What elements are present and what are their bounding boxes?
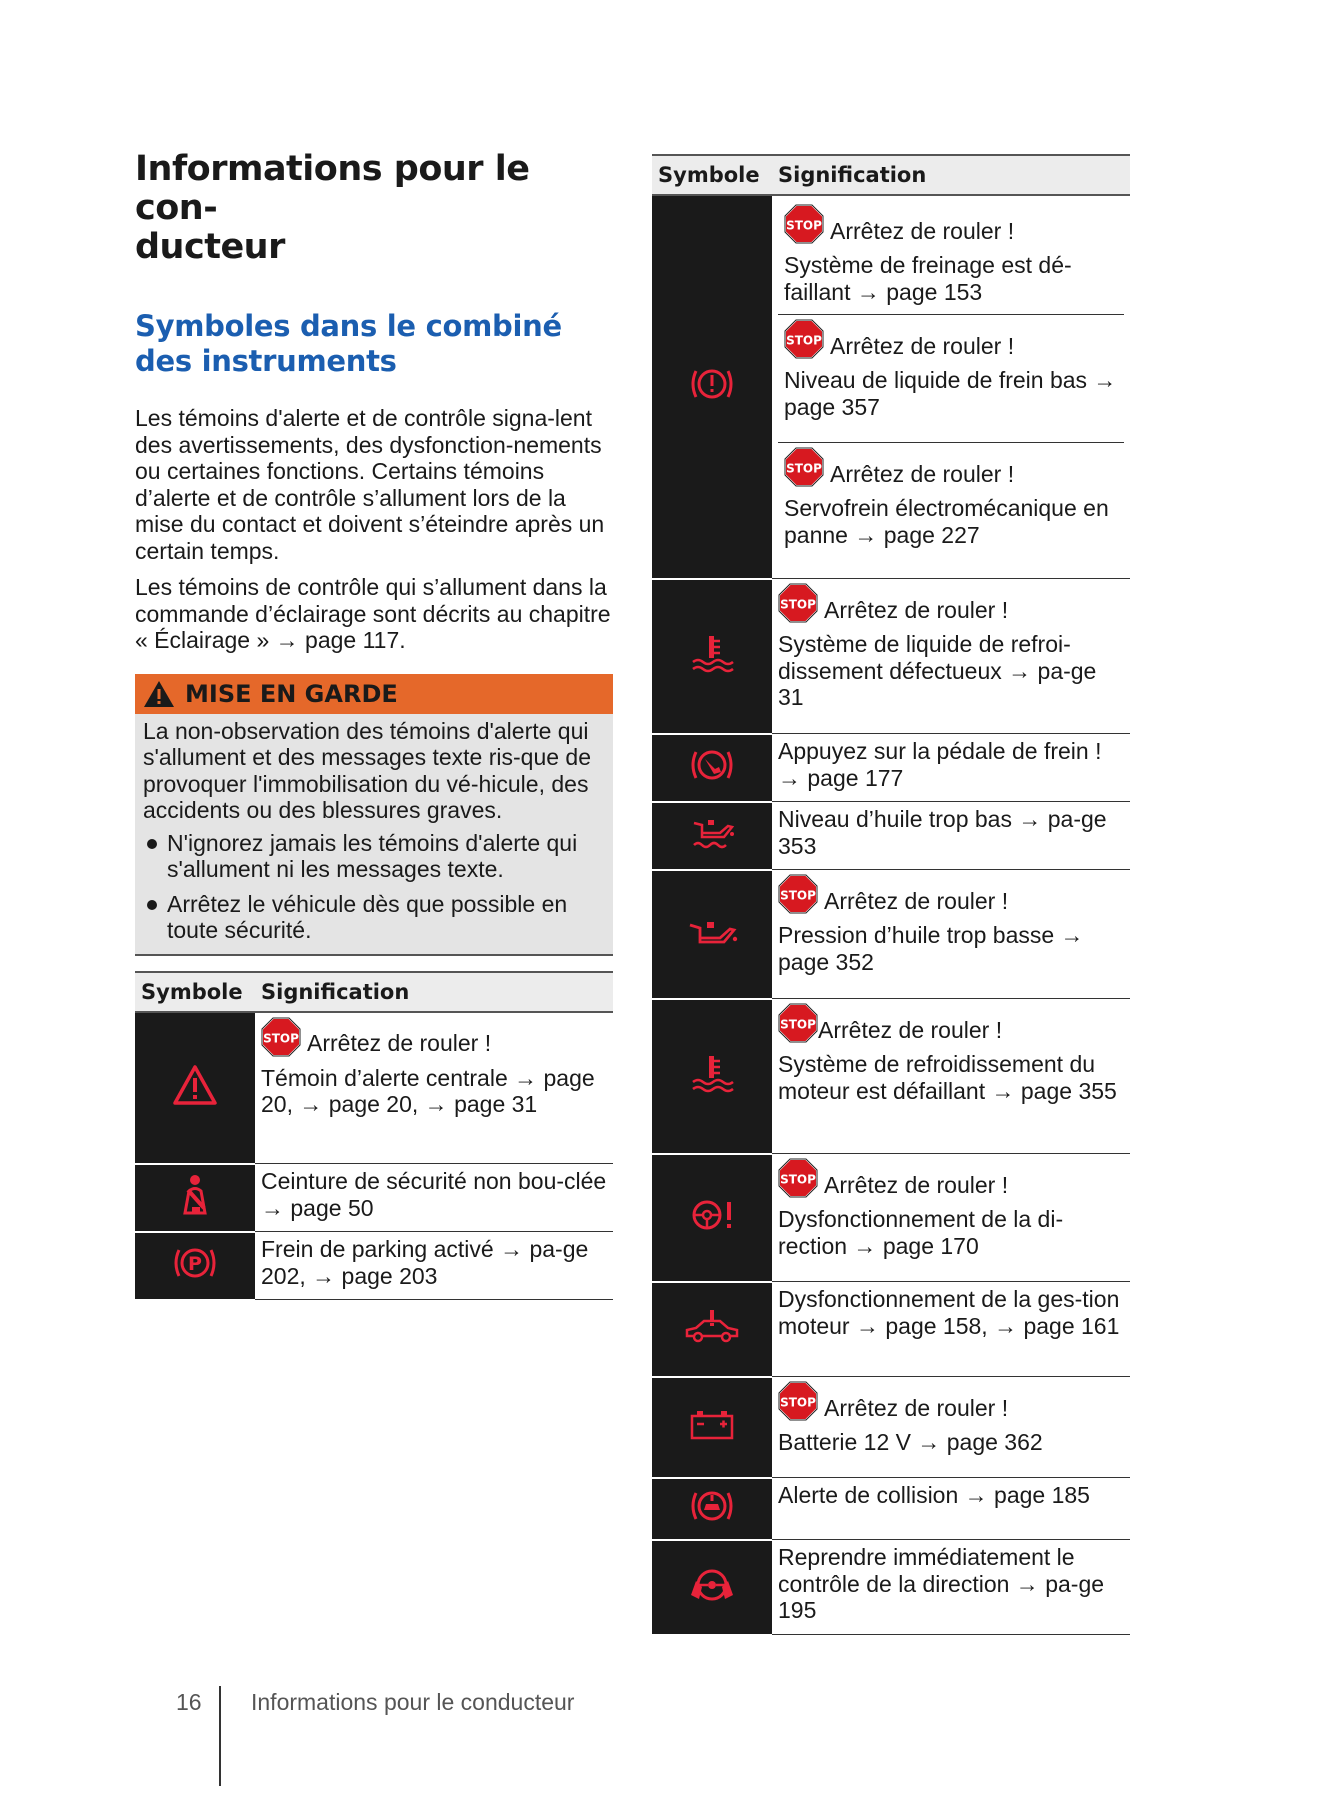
meaning-cell: Alerte de collision → page 185 [772, 1478, 1130, 1540]
symbol-cell [652, 1154, 772, 1282]
meaning-cell: Appuyez sur la pédale de frein ! → page 177 [772, 734, 1130, 802]
parking-brake-icon [171, 1243, 219, 1283]
meaning-cell: Frein de parking activé → pa-ge 202, → page 203 [255, 1232, 613, 1300]
meaning-cell: Niveau d’huile trop bas → pa-ge 353 [772, 802, 1130, 870]
intro-paragraph-1: Les témoins d'alerte et de contrôle signa-lent des avertissements, des dysfonction-nements ou certaines fonctions. Certains témoins d’alerte et de contrôle s’allument lors de la mise du contact et doivent s’éteindre après un certain temps. [135, 405, 605, 564]
warning-bullet: Arrêtez le véhicule dès que possible en toute sécurité. [143, 891, 605, 944]
coolant-temperature-icon [690, 634, 734, 674]
table-row [652, 1282, 1130, 1377]
table-row [652, 1377, 1130, 1478]
meaning-cell: Ceinture de sécurité non bou-clée → page 50 [255, 1164, 613, 1232]
oil-pressure-icon [686, 917, 738, 947]
warning-triangle-icon [172, 1064, 218, 1106]
symbol-cell [652, 195, 772, 579]
symbol-cell [652, 870, 772, 999]
symbol-cell [652, 1478, 772, 1540]
stop-line [784, 447, 1118, 487]
meaning-cell [772, 579, 1130, 734]
table-row [652, 1154, 1130, 1282]
header-symbol: Symbole [652, 155, 772, 195]
seatbelt-icon [175, 1173, 215, 1217]
table-row [652, 195, 1130, 579]
meaning-cell: Dysfonctionnement de la ges-tion moteur → page 158, → page 161 [772, 1282, 1130, 1377]
stop-sign-icon [784, 447, 824, 487]
meaning-cell [255, 1012, 613, 1164]
oil-level-icon [688, 813, 736, 853]
battery-icon [688, 1408, 736, 1442]
meaning-cell [772, 1377, 1130, 1478]
svg-text:P: P [188, 1253, 202, 1275]
meaning-cell [772, 1154, 1130, 1282]
stop-sign-icon [778, 1158, 818, 1198]
stop-sign-icon [784, 319, 824, 359]
table-row [652, 579, 1130, 734]
meaning-text: Pression d’huile trop basse → page 352 [778, 922, 1084, 975]
header-symbol: Symbole [135, 972, 255, 1012]
meaning-text: Système de liquide de refroi-dissement défectueux → pa-ge 31 [778, 631, 1097, 710]
engine-warning-car-icon [684, 1310, 740, 1344]
meaning-text: Niveau de liquide de frein bas → page 357 [784, 367, 1117, 420]
stop-line [261, 1017, 607, 1057]
section-title: Symboles dans le combiné des instruments [135, 309, 562, 378]
stop-line [784, 204, 1118, 244]
meaning-text: Batterie 12 V → page 362 [778, 1429, 1043, 1455]
meaning-cell [772, 870, 1130, 999]
stop-line [778, 1158, 1124, 1198]
warning-text: La non-observation des témoins d'alerte qui s'allument et des messages texte ris-que de provoquer l'immobilisation du vé-hicule, des accidents ou des blessures graves. [143, 717, 592, 823]
stop-label: Arrêtez de rouler ! [818, 1016, 1003, 1043]
symbol-cell [135, 1012, 255, 1164]
warning-box [135, 674, 613, 956]
symbol-cell [652, 1282, 772, 1377]
meaning-segment [778, 200, 1124, 315]
stop-label: Arrêtez de rouler ! [830, 217, 1015, 244]
meaning-segment [778, 315, 1124, 443]
brake-pedal-icon [688, 745, 736, 785]
symbol-table-right [652, 154, 1130, 1636]
stop-line [778, 583, 1124, 623]
engine-coolant-icon [690, 1054, 734, 1094]
stop-label: Arrêtez de rouler ! [824, 596, 1009, 623]
meaning-cell [772, 999, 1130, 1154]
symbol-cell [135, 1164, 255, 1232]
stop-label: Arrêtez de rouler ! [824, 887, 1009, 914]
footer-chapter: Informations pour le conducteur [251, 1689, 575, 1715]
symbol-cell [652, 999, 772, 1154]
table-row [652, 1540, 1130, 1635]
stop-sign-icon [778, 1381, 818, 1421]
stop-sign-icon [784, 204, 824, 244]
stop-line [778, 1003, 1124, 1043]
stop-label: Arrêtez de rouler ! [824, 1171, 1009, 1198]
stop-label: Arrêtez de rouler ! [307, 1030, 492, 1056]
page-number: 16 [176, 1689, 202, 1715]
meaning-text: Témoin d’alerte centrale → page 20, → page 20, → page 31 [261, 1064, 595, 1117]
steering-warning-icon [688, 1195, 736, 1235]
meaning-cell: Reprendre immédiatement le contrôle de la direction → pa-ge 195 [772, 1540, 1130, 1635]
warning-triangle-icon [143, 680, 175, 708]
footer-divider [219, 1686, 221, 1786]
table-row [135, 1012, 613, 1164]
meaning-text: Système de refroidissement du moteur est défaillant → page 355 [778, 1051, 1117, 1104]
symbol-cell [652, 802, 772, 870]
table-row [135, 1232, 613, 1300]
stop-sign-icon [261, 1017, 301, 1057]
stop-line [784, 319, 1118, 359]
symbol-cell [652, 579, 772, 734]
left-column [135, 150, 613, 1301]
symbol-cell [652, 734, 772, 802]
hands-on-wheel-icon [687, 1565, 737, 1605]
intro-paragraph-2: Les témoins de contrôle qui s’allument dans la commande d’éclairage sont décrits au chapitre « Éclairage » → page 117. [135, 574, 611, 653]
stop-sign-icon [778, 583, 818, 623]
table-row [652, 802, 1130, 870]
table-row [652, 870, 1130, 999]
meaning-segment [778, 443, 1124, 570]
symbol-cell [135, 1232, 255, 1300]
meaning-text: Système de freinage est dé-faillant → page 153 [784, 252, 1072, 305]
table-header [652, 155, 1130, 195]
collision-alert-icon [688, 1486, 736, 1526]
stop-line [778, 874, 1124, 914]
page-title: Informations pour le con- ducteur [135, 149, 530, 267]
stop-label: Arrêtez de rouler ! [830, 332, 1015, 359]
stop-label: Arrêtez de rouler ! [830, 460, 1015, 487]
warning-body [135, 714, 613, 954]
table-row [652, 999, 1130, 1154]
warning-title: MISE EN GARDE [185, 679, 398, 708]
table-row [135, 1164, 613, 1232]
symbol-cell [652, 1540, 772, 1635]
brake-warning-icon [688, 364, 736, 404]
meaning-text: Dysfonctionnement de la di-rection → page 170 [778, 1206, 1064, 1259]
header-meaning: Signification [772, 155, 1130, 195]
right-column [652, 154, 1130, 1636]
meaning-cell [772, 195, 1130, 579]
header-meaning: Signification [255, 972, 613, 1012]
stop-line [778, 1381, 1124, 1421]
warning-header [135, 674, 613, 714]
symbol-table-left [135, 971, 613, 1301]
meaning-text: Servofrein électromécanique en panne → page 227 [784, 495, 1109, 548]
warning-list [143, 830, 605, 944]
warning-bullet: N'ignorez jamais les témoins d'alerte qui s'allument ni les messages texte. [143, 830, 605, 883]
table-row [652, 1478, 1130, 1540]
stop-sign-icon [778, 874, 818, 914]
stop-label: Arrêtez de rouler ! [824, 1394, 1009, 1421]
table-row [652, 734, 1130, 802]
table-header [135, 972, 613, 1012]
stop-sign-icon [778, 1003, 818, 1043]
symbol-cell [652, 1377, 772, 1478]
